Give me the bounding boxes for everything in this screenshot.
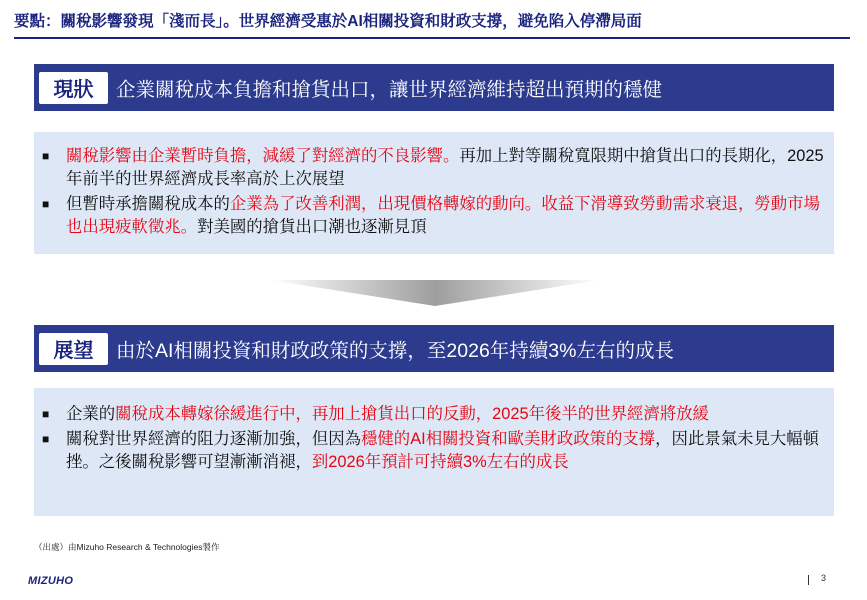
- bullet-text-part: 企業為了改善利潤，出現價格轉嫁的動向。收益下滑導致勞動需求衰退，勞動市場也出現疲軟徵兆。: [66, 195, 820, 236]
- bullet-text-part: 對美國的搶貨出口潮也逐漸見頂: [197, 218, 427, 236]
- bullet-text-part: 穩健的AI相關投資和歐美財政政策的支撐: [361, 430, 656, 448]
- bullet-text: [66, 193, 824, 239]
- current-bullet-1: [42, 145, 824, 191]
- outlook-header-band: [34, 325, 834, 372]
- slide-title: 要點：關稅影響發現「淺而長」。世界經濟受惠於AI相關投資和財政支撐，避免陷入停滯局面: [14, 12, 850, 39]
- bullet-text-part: 但暫時承擔關稅成本的: [66, 195, 230, 213]
- bullet-text-part: 再加上對等關稅寬限期中搶貨出口的長期化，2025年前半的世界經濟成長率高於上次展望: [66, 147, 824, 188]
- page-divider: [808, 575, 809, 585]
- bullet-text: [66, 145, 824, 191]
- bullet-square-icon: ■: [42, 407, 50, 421]
- bullet-text: [66, 428, 824, 474]
- bullet-text-part: 到2026年預計可持續3%左右的成長: [311, 453, 569, 471]
- current-headline: 企業關稅成本負擔和搶貨出口，讓世界經濟維持超出預期的穩健: [116, 78, 663, 101]
- current-tag: 現狀: [39, 72, 108, 104]
- outlook-bullet-1: [42, 403, 824, 426]
- outlook-headline: 由於AI相關投資和財政政策的支撐，至2026年持續3%左右的成長: [116, 339, 674, 362]
- bullet-square-icon: ■: [42, 149, 50, 163]
- outlook-tag: 展望: [39, 333, 108, 365]
- bullet-text-part: 關稅影響由企業暫時負擔，減緩了對經濟的不良影響。: [66, 147, 460, 165]
- bullet-text: [66, 403, 824, 426]
- page-number: 3: [821, 573, 827, 583]
- outlook-bullet-2: [42, 428, 824, 474]
- bullet-text-part: 關稅對世界經濟的阻力逐漸加強，但因為: [66, 430, 362, 448]
- source-note: （出處）由Mizuho Research & Technologies製作: [34, 542, 220, 552]
- outlook-bullets-box: [34, 388, 834, 516]
- chevron-down-arrow-icon: [270, 280, 600, 308]
- bullet-text-part: ，因此景氣未見大幅頓挫。之後關稅影響可望漸漸消褪，: [66, 430, 820, 471]
- bullet-text-part: 企業的: [66, 405, 116, 423]
- current-bullet-2: [42, 193, 824, 239]
- bullet-text-part: 關稅成本轉嫁徐緩進行中，再加上搶貨出口的反動，2025年後半的世界經濟將放緩: [115, 405, 709, 423]
- current-bullets-box: [34, 132, 834, 254]
- current-header-band: [34, 64, 834, 111]
- bullet-square-icon: ■: [42, 432, 50, 446]
- bullet-square-icon: ■: [42, 197, 50, 211]
- mizuho-logo: MIZUHO: [28, 575, 74, 587]
